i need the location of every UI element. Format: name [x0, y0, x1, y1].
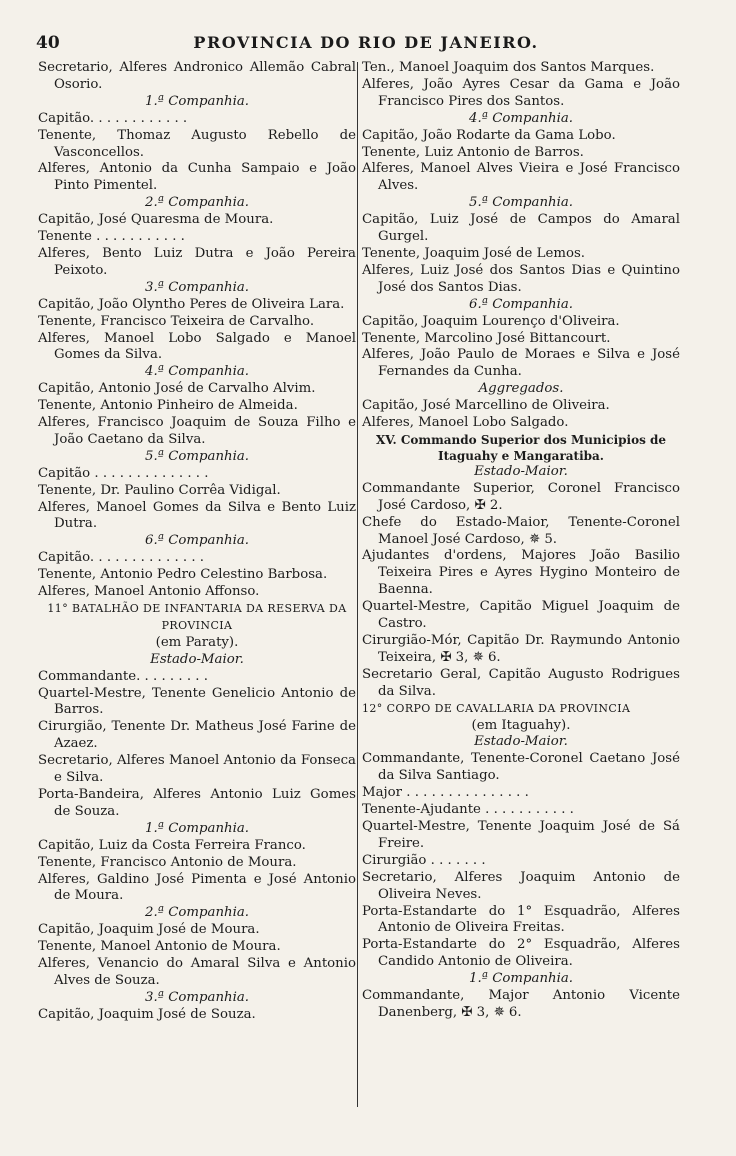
entry-line: Alferes, João Ayres Cesar da Gama e João Francisco Pires dos Santos.: [362, 76, 680, 109]
entry-line: Capitão, Joaquim José de Moura.: [38, 922, 260, 938]
entry-line: Alferes, João Paulo de Moraes e Silva e José Fernandes da Cunha.: [362, 347, 680, 380]
entry-line: Alferes, Francisco Joaquim de Souza Filho e João Caetano da Silva.: [38, 415, 356, 447]
entry-line: Tenente, Luiz Antonio de Barros.: [362, 144, 584, 160]
entry-line: Capitão, José Quaresma de Moura.: [38, 212, 274, 228]
section-heading: Aggregados.: [478, 381, 564, 397]
section-heading: 2.ª Companhia.: [145, 905, 249, 921]
column-divider: [357, 62, 358, 1107]
command-heading: XV. Commando Superior dos Municipios de Itaguahy e Mangaratiba.: [375, 432, 667, 463]
left-column: [38, 60, 356, 1024]
entry-line: Alferes, Manoel Lobo Salgado e Manoel Gomes da Silva.: [38, 330, 356, 363]
entry-line: Capitão, Antonio José de Carvalho Alvim.: [38, 381, 316, 397]
page-header: [36, 33, 696, 55]
entry-line: Alferes, Manoel Alves Vieira e José Francisco Alves.: [362, 161, 680, 194]
entry-line: Capitão, João Rodarte da Gama Lobo.: [362, 127, 616, 143]
entry-line: Alferes, Luiz José dos Santos Dias e Quintino José dos Santos Dias.: [362, 262, 680, 295]
entry-line: Capitão . . . . . . . . . . . . . .: [38, 465, 209, 481]
unit-heading: 11° BATALHÃO DE INFANTARIA DA RESERVA DA PROVINCIA: [47, 602, 347, 632]
entry-line: Capitão, José Marcellino de Oliveira.: [362, 398, 610, 414]
entry-line: Secretario Geral, Capitão Augusto Rodrigues da Silva.: [362, 666, 680, 699]
section-heading: 6.ª Companhia.: [145, 533, 249, 549]
entry-line: Commandante, Major Antonio Vicente Danenberg, ✠ 3, ✵ 6.: [362, 988, 680, 1020]
entry-line: Porta-Bandeira, Alferes Antonio Luiz Gomes de Souza.: [38, 786, 356, 819]
entry-line: Ten., Manoel Joaquim dos Santos Marques.: [362, 60, 655, 75]
entry-line: Cirurgião . . . . . . .: [362, 852, 486, 868]
right-column: [362, 60, 680, 1022]
entry-line: Alferes, Bento Luiz Dutra e João Pereira Peixoto.: [38, 245, 356, 278]
section-heading: Estado-Maior.: [474, 463, 568, 479]
entry-line: Tenente, Marcolino José Bittancourt.: [362, 330, 611, 346]
section-heading: 3.ª Companhia.: [145, 989, 249, 1005]
section-heading: 4.ª Companhia.: [469, 110, 573, 126]
entry-line: Commandante, Tenente-Coronel Caetano José da Silva Santiago.: [362, 751, 680, 784]
entry-line: Tenente-Ajudante . . . . . . . . . . .: [362, 802, 574, 818]
entry-line: Alferes, Galdino José Pimenta e José Antonio de Moura.: [38, 871, 356, 904]
entry-line: Ajudantes d'ordens, Majores João Basilio Teixeira Pires e Ayres Hygino Monteiro de Baenna.: [362, 548, 680, 598]
entry-line: Alferes, Venancio do Amaral Silva e Antonio Alves de Souza.: [38, 956, 356, 988]
entry-line: Secretario, Alferes Manoel Antonio da Fonseca e Silva.: [38, 753, 356, 786]
entry-line: Tenente, Dr. Paulino Corrêa Vidigal.: [38, 482, 281, 498]
entry-line: Quartel-Mestre, Tenente Joaquim José de Sá Freire.: [362, 818, 680, 851]
entry-line: Tenente, Francisco Teixeira de Carvalho.: [38, 313, 315, 329]
page-number: 40: [36, 33, 60, 53]
entry-line: Tenente, Manoel Antonio de Moura.: [38, 939, 281, 955]
entry-line: Capitão, João Olyntho Peres de Oliveira Lara.: [38, 296, 345, 312]
entry-line: Alferes, Antonio da Cunha Sampaio e João Pinto Pimentel.: [38, 161, 356, 194]
entry-line: Capitão, Luiz José de Campos do Amaral Gurgel.: [362, 212, 680, 245]
section-heading: 1.ª Companhia.: [145, 820, 249, 836]
entry-line: Quartel-Mestre, Tenente Genelicio Antonio de Barros.: [38, 685, 356, 718]
entry-line: Secretario, Alferes Andronico Allemão Cabral Osorio.: [38, 60, 356, 92]
entry-line: Cirurgião-Mór, Capitão Dr. Raymundo Antonio Teixeira, ✠ 3, ✵ 6.: [362, 633, 680, 665]
location-note: (em Itaguahy).: [471, 717, 571, 733]
section-heading: Estado-Maior.: [150, 651, 244, 667]
page-title: PROVINCIA DO RIO DE JANEIRO.: [193, 33, 539, 52]
section-heading: 1.ª Companhia.: [145, 93, 249, 109]
entry-line: Tenente, Joaquim José de Lemos.: [362, 245, 586, 261]
entry-line: Tenente, Francisco Antonio de Moura.: [38, 854, 297, 870]
entry-line: Quartel-Mestre, Capitão Miguel Joaquim de Castro.: [362, 599, 680, 632]
section-heading: 4.ª Companhia.: [145, 364, 249, 380]
unit-heading: 12° CORPO DE CAVALLARIA DA PROVINCIA: [362, 701, 631, 715]
entry-line: Alferes, Manoel Gomes da Silva e Bento Luiz Dutra.: [38, 499, 356, 532]
entry-line: Commandante. . . . . . . . .: [38, 668, 208, 684]
entry-line: Capitão, Luiz da Costa Ferreira Franco.: [38, 837, 306, 853]
entry-line: Tenente, Antonio Pedro Celestino Barbosa.: [38, 567, 328, 583]
entry-line: Capitão. . . . . . . . . . . .: [38, 110, 188, 126]
entry-line: Cirurgião, Tenente Dr. Matheus José Farine de Azaez.: [38, 719, 356, 752]
location-note: (em Paraty).: [155, 634, 239, 650]
entry-line: Alferes, Manoel Antonio Affonso.: [38, 584, 260, 600]
entry-line: Porta-Estandarte do 2° Esquadrão, Alferes Candido Antonio de Oliveira.: [362, 937, 680, 970]
entry-line: Tenente, Thomaz Augusto Rebello de Vasconcellos.: [38, 127, 356, 160]
entry-line: Alferes, Manoel Lobo Salgado.: [362, 415, 569, 431]
section-heading: 6.ª Companhia.: [469, 296, 573, 312]
section-heading: 1.ª Companhia.: [469, 971, 573, 987]
entry-line: Secretario, Alferes Joaquim Antonio de Oliveira Neves.: [362, 869, 680, 902]
entry-line: Tenente, Antonio Pinheiro de Almeida.: [38, 398, 298, 414]
entry-line: Major . . . . . . . . . . . . . . .: [362, 785, 529, 801]
section-heading: 5.ª Companhia.: [145, 448, 249, 464]
section-heading: 2.ª Companhia.: [145, 195, 249, 211]
section-heading: 3.ª Companhia.: [145, 279, 249, 295]
entry-line: Tenente . . . . . . . . . . .: [38, 229, 185, 245]
section-heading: Estado-Maior.: [474, 734, 568, 750]
entry-line: Commandante Superior, Coronel Francisco José Cardoso, ✠ 2.: [362, 480, 680, 513]
entry-line: Capitão, Joaquim Lourenço d'Oliveira.: [362, 313, 620, 329]
entry-line: Chefe do Estado-Maior, Tenente-Coronel Manoel José Cardoso, ✵ 5.: [362, 514, 680, 547]
entry-line: Capitão. . . . . . . . . . . . . .: [38, 550, 205, 566]
section-heading: 5.ª Companhia.: [469, 195, 573, 211]
entry-line: Porta-Estandarte do 1° Esquadrão, Alferes Antonio de Oliveira Freitas.: [362, 903, 680, 936]
entry-line: Capitão, Joaquim José de Souza.: [38, 1006, 256, 1022]
